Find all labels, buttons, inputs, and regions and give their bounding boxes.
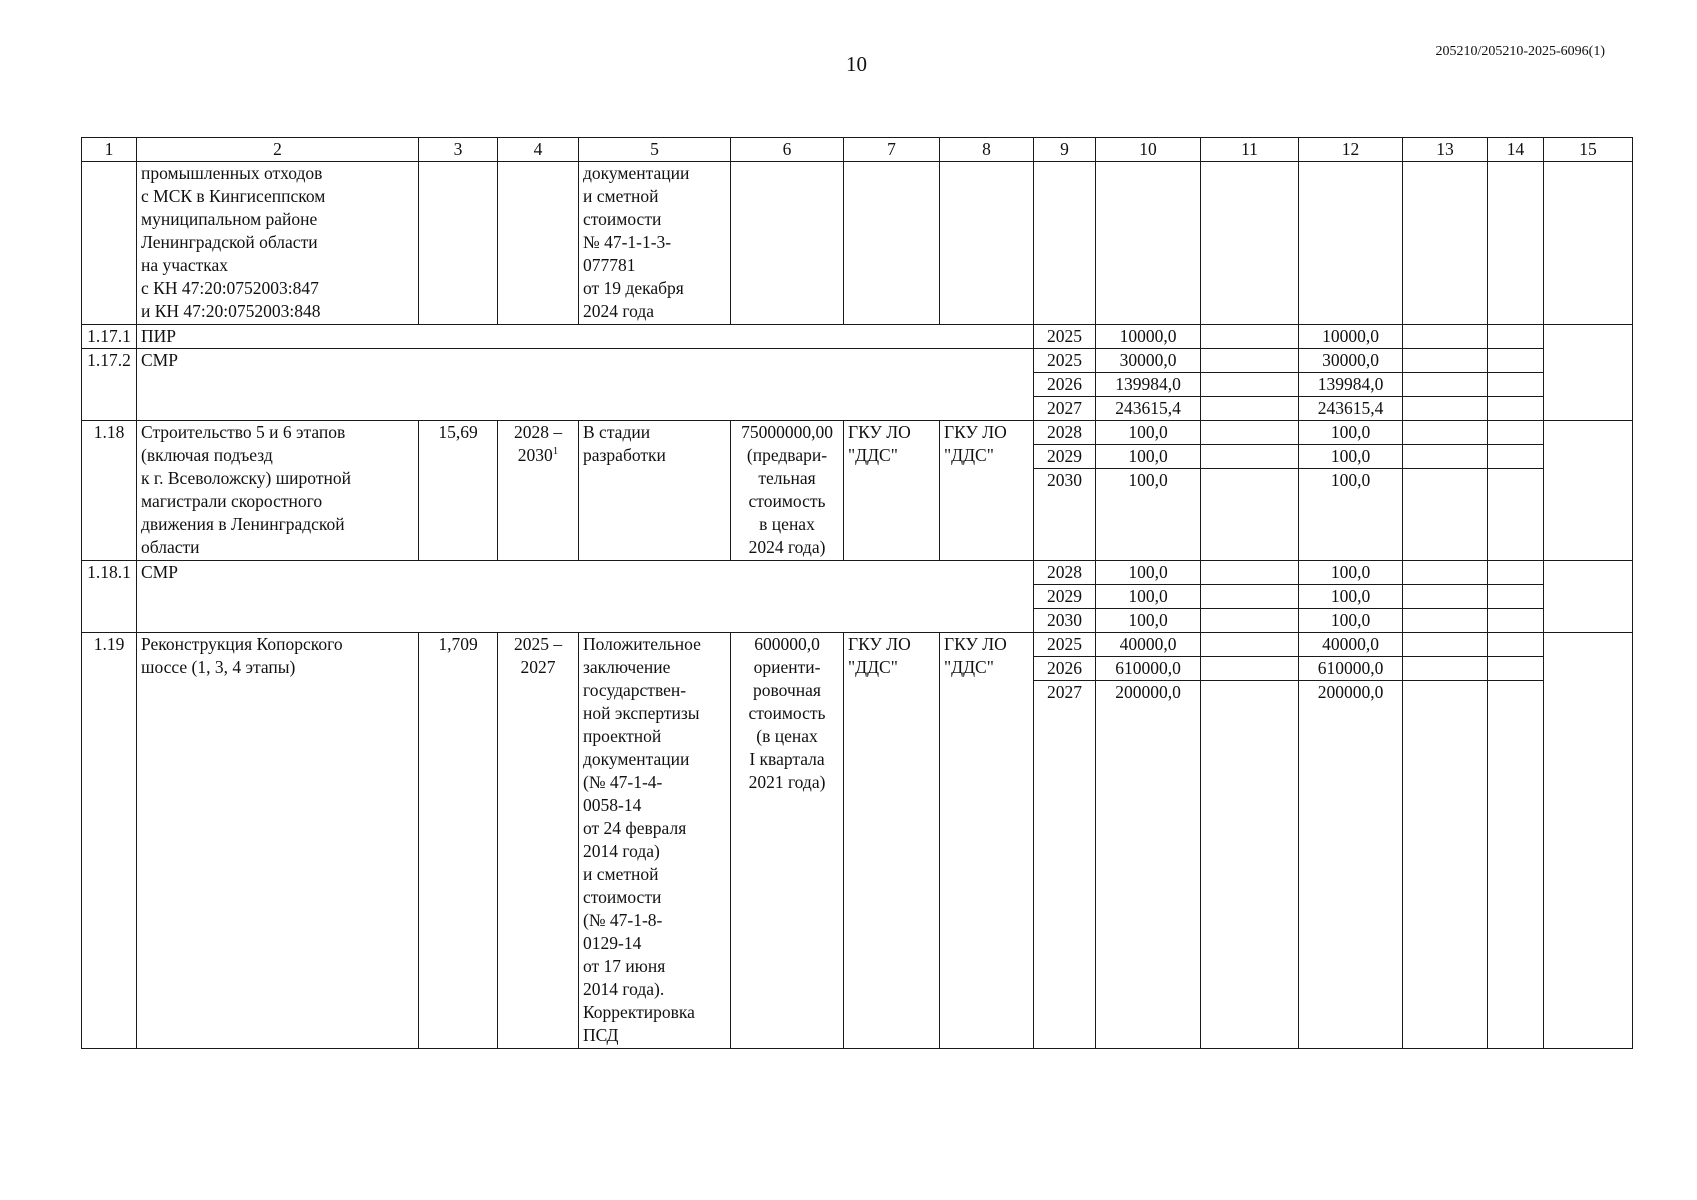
- page-number: 10: [846, 52, 867, 76]
- cell-empty: [731, 162, 844, 325]
- cell-empty: [1544, 561, 1633, 585]
- cell-empty: [1488, 681, 1544, 1049]
- cell-empty: [1544, 681, 1633, 1049]
- year-cell: 2030: [1034, 609, 1096, 633]
- cell-empty: [1403, 162, 1488, 325]
- object-name-continued: промышленных отходов с МСК в Кингисеппском муниципальном районе Ленинградской области на участках с КН 47:20:0752003:847 и КН 47:20:0752003:848: [137, 162, 419, 325]
- total-cell: 200000,0: [1096, 681, 1201, 1049]
- period-years: 2028 – 2030$^1$: [498, 421, 579, 561]
- cell-empty: [1403, 561, 1488, 585]
- cell-empty: [1201, 469, 1299, 561]
- cell-empty: [1488, 397, 1544, 421]
- item-number: 1.18.1: [82, 561, 137, 633]
- column-number: 5: [579, 138, 731, 162]
- year-cell: 2026: [1034, 373, 1096, 397]
- total-cell: 610000,0: [1096, 657, 1201, 681]
- table-row: [82, 633, 1633, 657]
- cell-empty: [1403, 633, 1488, 657]
- object-name: Строительство 5 и 6 этапов (включая подъезд к г. Всеволожску) широтной магистрали скоростного движения в Ленинградской области: [137, 421, 419, 561]
- table-row: [82, 421, 1633, 445]
- column-number: 3: [419, 138, 498, 162]
- column-number: 12: [1299, 138, 1403, 162]
- column-number: 7: [844, 138, 940, 162]
- cell-empty: [1201, 585, 1299, 609]
- cell-empty: [1096, 162, 1201, 325]
- table-row: [82, 325, 1633, 349]
- developer: ГКУ ЛО "ДДС": [940, 633, 1034, 1049]
- document-id: 205210/205210-2025-6096(1): [1435, 44, 1605, 59]
- column-number: 2: [137, 138, 419, 162]
- stage-name: ПИР: [137, 325, 1034, 349]
- cell-empty: [1201, 349, 1299, 373]
- cell-empty: [1544, 349, 1633, 373]
- stage-name: СМР: [137, 561, 1034, 633]
- total-cell: 100,0: [1096, 585, 1201, 609]
- cell-empty: [1488, 421, 1544, 445]
- cell-empty: [1488, 373, 1544, 397]
- column-number: 8: [940, 138, 1034, 162]
- document-status: В стадии разработки: [579, 421, 731, 561]
- cell-empty: [1488, 325, 1544, 349]
- budget-cell: 100,0: [1299, 445, 1403, 469]
- total-cell: 139984,0: [1096, 373, 1201, 397]
- item-number: 1.17.2: [82, 349, 137, 421]
- year-cell: 2027: [1034, 397, 1096, 421]
- column-number: 6: [731, 138, 844, 162]
- cell-empty: [1544, 421, 1633, 445]
- cell-empty: [1544, 373, 1633, 397]
- table-row: [82, 349, 1633, 373]
- cell-empty: [1403, 325, 1488, 349]
- cell-empty: [1201, 397, 1299, 421]
- cell-empty: [1488, 445, 1544, 469]
- budget-cell: 100,0: [1299, 609, 1403, 633]
- cell-empty: [1201, 657, 1299, 681]
- column-number-row: [82, 138, 1633, 162]
- budget-cell: 10000,0: [1299, 325, 1403, 349]
- total-cell: 100,0: [1096, 421, 1201, 445]
- total-cell: 243615,4: [1096, 397, 1201, 421]
- total-cell: 40000,0: [1096, 633, 1201, 657]
- year-cell: 2028: [1034, 421, 1096, 445]
- total-cell: 100,0: [1096, 561, 1201, 585]
- year-cell: 2028: [1034, 561, 1096, 585]
- period-years: 2025 – 2027: [498, 633, 579, 1049]
- column-number: 10: [1096, 138, 1201, 162]
- cell-empty: [1544, 325, 1633, 349]
- cell-empty: [1201, 681, 1299, 1049]
- cell-empty: [1403, 445, 1488, 469]
- cell-empty: [1201, 162, 1299, 325]
- year-cell: 2025: [1034, 349, 1096, 373]
- cell-empty: [1403, 681, 1488, 1049]
- budget-cell: 139984,0: [1299, 373, 1403, 397]
- program-table: [81, 137, 1633, 1049]
- total-cell: 10000,0: [1096, 325, 1201, 349]
- year-cell: 2025: [1034, 633, 1096, 657]
- cell-empty: [1201, 373, 1299, 397]
- column-number: 4: [498, 138, 579, 162]
- table-row: [82, 561, 1633, 585]
- cell-empty: [1201, 421, 1299, 445]
- cell-empty: [1403, 469, 1488, 561]
- total-cell: 100,0: [1096, 445, 1201, 469]
- cell-empty: [1488, 469, 1544, 561]
- cell-empty: [1544, 162, 1633, 325]
- year-cell: 2026: [1034, 657, 1096, 681]
- cell-empty: [1544, 397, 1633, 421]
- developer: ГКУ ЛО "ДДС": [940, 421, 1034, 561]
- cell-empty: [1403, 421, 1488, 445]
- budget-cell: 243615,4: [1299, 397, 1403, 421]
- document-status: Положительное заключение государствен- ной экспертизы проектной документации (№ 47-1-4- 0058-14 от 24 февраля 2014 года) и сметной стоимости (№ 47-1-8- 0129-14 от 17 июня 2014 года). Корректировка ПСД: [579, 633, 731, 1049]
- cell-empty: [1488, 561, 1544, 585]
- cell-empty: [1201, 325, 1299, 349]
- year-cell: 2029: [1034, 585, 1096, 609]
- cell-empty: [419, 162, 498, 325]
- year-cell: 2030: [1034, 469, 1096, 561]
- column-number: 13: [1403, 138, 1488, 162]
- total-cell: 30000,0: [1096, 349, 1201, 373]
- cell-empty: [1544, 657, 1633, 681]
- total-cell: 100,0: [1096, 609, 1201, 633]
- cell-empty: [1544, 633, 1633, 657]
- cell-empty: [1034, 162, 1096, 325]
- budget-cell: 40000,0: [1299, 633, 1403, 657]
- table-row: [82, 162, 1633, 325]
- customer: ГКУ ЛО "ДДС": [844, 633, 940, 1049]
- cell-empty: [1544, 585, 1633, 609]
- cell-empty: [1299, 162, 1403, 325]
- length-km: 15,69: [419, 421, 498, 561]
- budget-cell: 100,0: [1299, 469, 1403, 561]
- column-number: 14: [1488, 138, 1544, 162]
- cell-empty: [1488, 633, 1544, 657]
- item-number: 1.19: [82, 633, 137, 1049]
- total-cell: 100,0: [1096, 469, 1201, 561]
- column-number: 1: [82, 138, 137, 162]
- cell-empty: [1403, 657, 1488, 681]
- estimated-cost: 75000000,00 (предвари- тельная стоимость в ценах 2024 года): [731, 421, 844, 561]
- cell-empty: [1488, 162, 1544, 325]
- budget-cell: 610000,0: [1299, 657, 1403, 681]
- cell-empty: [498, 162, 579, 325]
- cell-empty: [1488, 349, 1544, 373]
- stage-name: СМР: [137, 349, 1034, 421]
- cell-empty: [1201, 561, 1299, 585]
- year-cell: 2027: [1034, 681, 1096, 1049]
- budget-cell: 100,0: [1299, 585, 1403, 609]
- column-number: 15: [1544, 138, 1633, 162]
- budget-cell: 30000,0: [1299, 349, 1403, 373]
- cell-empty: [1201, 445, 1299, 469]
- cell-empty: [1403, 349, 1488, 373]
- length-km: 1,709: [419, 633, 498, 1049]
- cell-empty: [1544, 445, 1633, 469]
- cell-empty: [844, 162, 940, 325]
- cell-empty: [1544, 469, 1633, 561]
- cell-empty: [1488, 609, 1544, 633]
- cell-empty: [1403, 397, 1488, 421]
- budget-cell: 100,0: [1299, 561, 1403, 585]
- cell-empty: [940, 162, 1034, 325]
- cell-empty: [1488, 657, 1544, 681]
- customer: ГКУ ЛО "ДДС": [844, 421, 940, 561]
- cell-empty: [1403, 585, 1488, 609]
- cell-empty: [1201, 633, 1299, 657]
- footnote-mark: 1: [552, 445, 559, 458]
- document-status-continued: документации и сметной стоимости № 47-1-1-3- 077781 от 19 декабря 2024 года: [579, 162, 731, 325]
- item-number: 1.17.1: [82, 325, 137, 349]
- cell-empty: [1201, 609, 1299, 633]
- year-cell: 2025: [1034, 325, 1096, 349]
- column-number: 11: [1201, 138, 1299, 162]
- object-name: Реконструкция Копорского шоссе (1, 3, 4 этапы): [137, 633, 419, 1049]
- column-number: 9: [1034, 138, 1096, 162]
- cell-empty: [1403, 373, 1488, 397]
- estimated-cost: 600000,0 ориенти- ровочная стоимость (в ценах I квартала 2021 года): [731, 633, 844, 1049]
- cell-empty: [82, 162, 137, 325]
- item-number: 1.18: [82, 421, 137, 561]
- cell-empty: [1403, 609, 1488, 633]
- budget-cell: 200000,0: [1299, 681, 1403, 1049]
- year-cell: 2029: [1034, 445, 1096, 469]
- cell-empty: [1488, 585, 1544, 609]
- cell-empty: [1544, 609, 1633, 633]
- budget-cell: 100,0: [1299, 421, 1403, 445]
